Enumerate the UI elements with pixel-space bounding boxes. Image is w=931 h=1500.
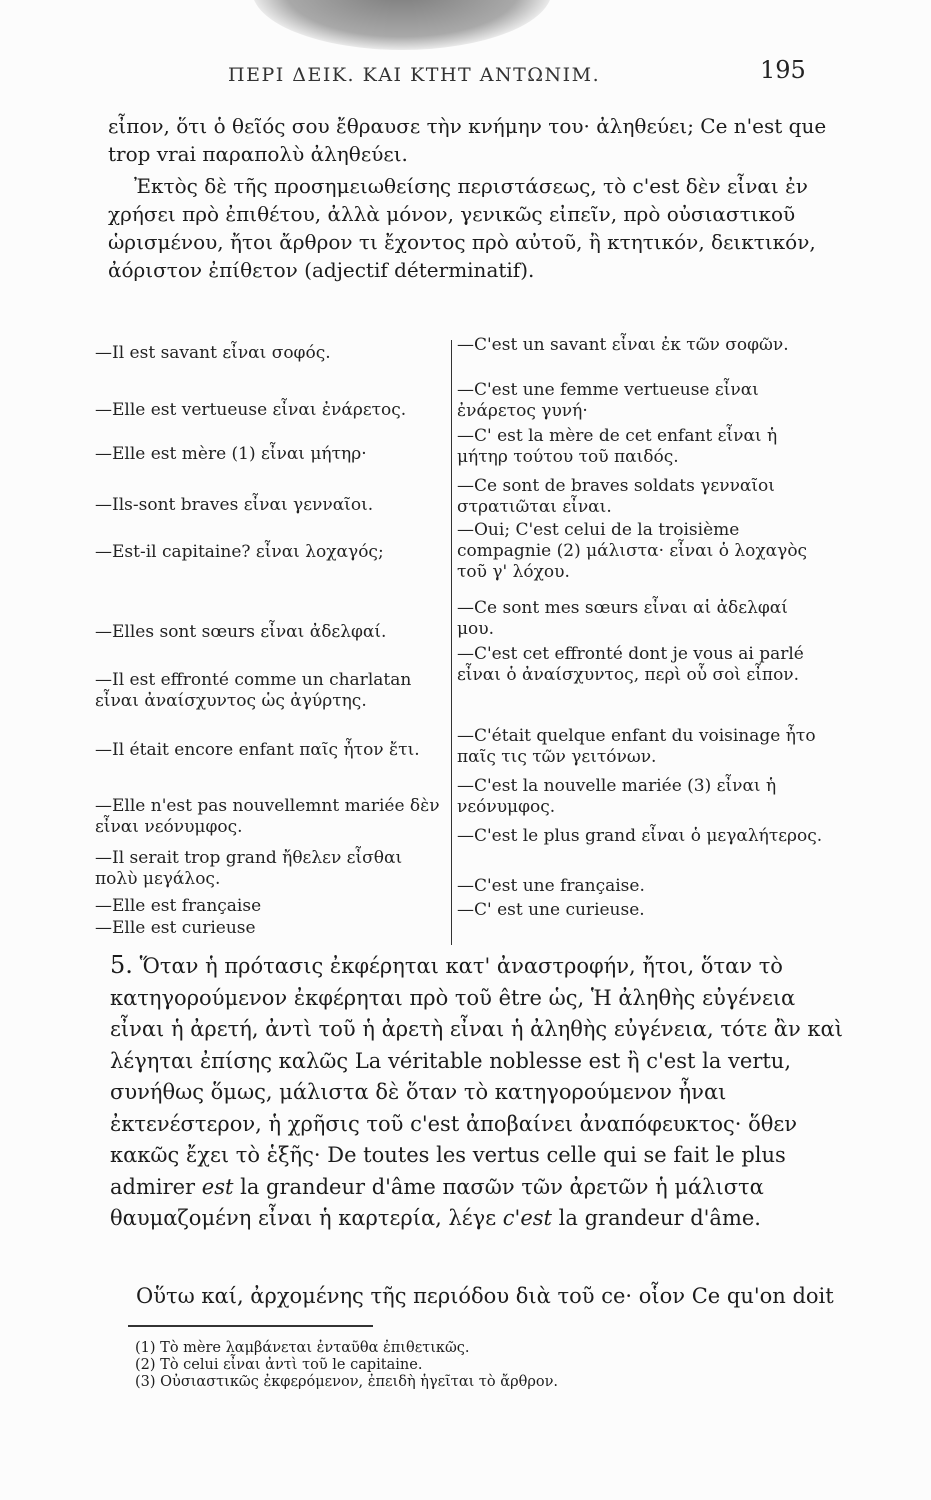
paragraph-5-text-1: Ὅταν ἡ πρότασις ἐκφέρηται κατ' ἀναστροφήν, ἤτοι, ὅταν τὸ κατηγορούμενον ἐκφέρηται πρὸ τοῦ être ὡς, Ἡ ἀληθὴς εὐγένεια εἶναι ἡ ἀρετή, ἀντὶ τοῦ ἡ ἀρετὴ εἶναι ἡ ἀληθὴς εὐγένεια, τότε ἂν καὶ λέγηται ἐπίσης καλῶς La véritable noblesse est ἢ c'est la vertu, συνήθως ὅμως, μάλιστα δὲ ὅταν τὸ κατηγορούμενον ἦναι ἐκτενέστερον, ἡ χρῆσις τοῦ c'est ἀποβαίνει ἀναπόφευκτος· ὅθεν κακῶς ἔχει τὸ ἑξῆς· De toutes les vertus celle qui se fait le plus admirer bbox=[110, 954, 843, 1199]
footnotes bbox=[135, 1340, 835, 1391]
left-entry: —Elle est vertueuse εἶναι ἐνάρετος. bbox=[95, 400, 407, 420]
paragraph-5-text-3: la grandeur d'âme. bbox=[558, 1206, 761, 1230]
continuation-line: Οὕτω καί, ἀρχομένης τῆς περιόδου διὰ τοῦ ce· οἷον Ce qu'on doit bbox=[136, 1284, 834, 1308]
right-entry: —C'est un savant εἶναι ἐκ τῶν σοφῶν. bbox=[457, 335, 789, 355]
left-entry: —Est-il capitaine? εἶναι λοχαγός; bbox=[95, 542, 384, 562]
left-entry: —Il était encore enfant παῖς ἦτον ἔτι. bbox=[95, 740, 420, 760]
footnote: (3) Οὐσιαστικῶς ἐκφερόμενον, ἐπειδὴ ἡγεῖται τὸ ἄρθρον. bbox=[135, 1374, 558, 1390]
footnote-rule bbox=[128, 1325, 373, 1327]
right-entry: —C'est une femme vertueuse εἶναι ἐνάρετος γυνή· bbox=[457, 380, 759, 421]
left-entry: —Elle est curieuse bbox=[95, 918, 256, 938]
left-entry: —Ils-sont braves εἶναι γενναῖοι. bbox=[95, 495, 374, 515]
paragraph-5-emphasis-2: c'est bbox=[502, 1206, 552, 1230]
comparison-columns bbox=[95, 335, 835, 945]
footnote: (1) Τὸ mère λαμβάνεται ἐνταῦθα ἐπιθετικῶς. bbox=[135, 1340, 470, 1356]
left-entry: —Elle n'est pas nouvellemnt mariée δὲν εἶναι νεόνυμφος. bbox=[95, 796, 440, 837]
right-entry: —C'était quelque enfant du voisinage ἦτο παῖς τις τῶν γειτόνων. bbox=[457, 726, 816, 767]
right-entry: —Ce sont mes sœurs εἶναι αἱ ἀδελφαί μου. bbox=[457, 598, 788, 639]
paragraph-5-text-2: la grandeur d'âme πασῶν τῶν ἀρετῶν ἡ μάλιστα θαυμαζομένη εἶναι ἡ καρτερία, λέγε bbox=[110, 1174, 764, 1230]
column-divider bbox=[451, 340, 452, 945]
left-entry: —Il serait trop grand ἤθελεν εἶσθαι πολὺ μεγάλος. bbox=[95, 848, 403, 889]
page-number: 195 bbox=[760, 56, 806, 84]
right-entry: —C' est la mère de cet enfant εἶναι ἡ μήτηρ τούτου τοῦ παιδός. bbox=[457, 426, 778, 467]
rule-paragraph: Ἐκτὸς δὲ τῆς προσημειωθείσης περιστάσεως, τὸ c'est δὲν εἶναι ἐν χρήσει πρὸ ἐπιθέτου, ἀλλὰ μόνον, γενικῶς εἰπεῖν, πρὸ οὐσιαστικοῦ ὡρισμένου, ἤτοι ἄρθρον τι ἔχοντος πρὸ αὐτοῦ, ἢ κτητικόν, δεικτικόν, ἀόριστον ἐπίθετον (adjectif déterminatif). bbox=[108, 174, 816, 282]
left-entry: —Il est savant εἶναι σοφός. bbox=[95, 343, 331, 363]
right-entry: —C'est la nouvelle mariée (3) εἶναι ἡ νεόνυμφος. bbox=[457, 776, 777, 817]
left-entry: —Elles sont sœurs εἶναι ἀδελφαί. bbox=[95, 622, 387, 642]
right-entry: —C' est une curieuse. bbox=[457, 900, 645, 920]
scan-shadow bbox=[252, 0, 552, 50]
left-entry: —Elle est mère (1) εἶναι μήτηρ· bbox=[95, 444, 367, 464]
intro-paragraph: εἶπον, ὅτι ὁ θεῖός σου ἔθραυσε τὴν κνήμην του· ἀληθεύει; Ce n'est que trop vrai παραπολὺ ἀληθεύει. bbox=[108, 114, 827, 166]
right-entry: —Ce sont de braves soldats γενναῖοι στρατιῶται εἶναι. bbox=[457, 476, 775, 517]
right-entry: —C'est le plus grand εἶναι ὁ μεγαλήτερος. bbox=[457, 826, 823, 846]
paragraph-number: 5. bbox=[110, 951, 133, 979]
right-entry: —Oui; C'est celui de la troisième compagnie (2) μάλιστα· εἶναι ὁ λοχαγὸς τοῦ γ' λόχου. bbox=[457, 520, 808, 582]
paragraph-5-emphasis-1: est bbox=[201, 1174, 234, 1199]
running-head: ΠΕΡΙ ΔΕΙΚ. ΚΑΙ ΚΤΗΤ ΑΝΤΩΝΙΜ. bbox=[228, 64, 601, 86]
right-entry: —C'est une française. bbox=[457, 876, 645, 896]
left-entry: —Il est effronté comme un charlatan εἶναι ἀναίσχυντος ὡς ἀγύρτης. bbox=[95, 670, 412, 711]
right-entry: —C'est cet effronté dont je vous ai parlé εἶναι ὁ ἀναίσχυντος, περὶ οὗ σοὶ εἶπον. bbox=[457, 644, 804, 685]
paragraph-5 bbox=[110, 950, 845, 1235]
footnote: (2) Τὸ celui εἶναι ἀντὶ τοῦ le capitaine. bbox=[135, 1357, 423, 1373]
left-entry: —Elle est française bbox=[95, 896, 262, 916]
